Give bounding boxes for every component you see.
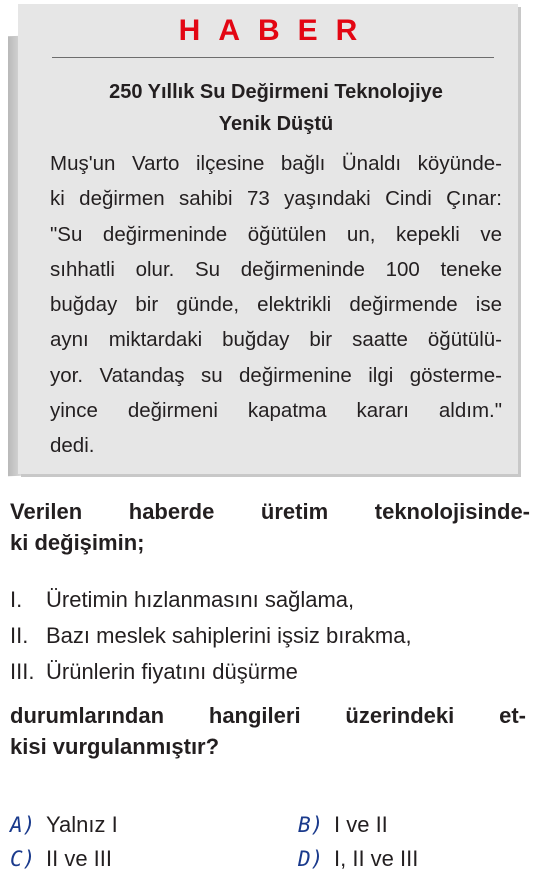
statement-number: I. (10, 587, 23, 612)
option-text: I, II ve III (334, 846, 419, 871)
news-body-line: sıhhatli olur. Su değirmeninde 100 teneke (50, 257, 502, 281)
option-letter: C) (10, 847, 36, 871)
option-d[interactable] (298, 846, 418, 872)
news-body-line: ki değirmen sahibi 73 yaşındaki Cindi Çınar: (50, 187, 502, 211)
question-stem-line: ki değişimin; (10, 530, 145, 555)
news-body-line: buğday bir günde, elektrikli değirmende ise (50, 293, 502, 317)
news-body-line: dedi. (50, 434, 95, 458)
statement-number: III. (10, 659, 35, 684)
news-box (18, 4, 518, 474)
news-body-line: Muş'un Varto ilçesine bağlı Ünaldı köyünde- (50, 152, 502, 175)
option-b[interactable] (298, 812, 388, 838)
option-a[interactable] (10, 812, 118, 838)
option-letter: D) (298, 847, 324, 871)
statement-item (10, 582, 412, 618)
option-text: Yalnız I (46, 812, 118, 837)
news-headline-line: Yenik Düştü (218, 113, 334, 135)
statement-text: Bazı meslek sahiplerini işsiz bırakma, (46, 623, 412, 648)
option-text: I ve II (334, 812, 388, 837)
question-prompt-line: durumlarından hangileri üzerindeki et- (10, 703, 526, 728)
news-headline (54, 76, 498, 140)
statement-list (10, 582, 412, 690)
news-title: HABER (178, 14, 376, 47)
news-headline-line: 250 Yıllık Su Değirmeni Teknolojiye (109, 81, 443, 103)
news-body (50, 146, 502, 464)
option-letter: B) (298, 813, 324, 837)
question-stem (10, 496, 530, 558)
statement-item (10, 654, 412, 690)
statement-text: Üretimin hızlanmasını sağlama, (46, 587, 355, 612)
statement-number: II. (10, 623, 29, 648)
question-stem-line: Verilen haberde üretim teknolojisinde- (10, 499, 530, 524)
news-body-line: "Su değirmeninde öğütülen un, kepekli ve (50, 222, 502, 246)
question-prompt-line: kisi vurgulanmıştır? (10, 734, 220, 759)
option-text: II ve III (46, 846, 113, 871)
option-letter: A) (10, 813, 36, 837)
statement-text: Ürünlerin fiyatını düşürme (46, 659, 298, 684)
option-c[interactable] (10, 846, 112, 872)
question-prompt (10, 700, 526, 762)
statement-item (10, 618, 412, 654)
news-divider (52, 57, 494, 58)
news-body-line: yince değirmeni kapatma kararı aldım." (50, 399, 502, 423)
news-body-line: yor. Vatandaş su değirmenine ilgi gösterme- (50, 363, 502, 387)
news-body-line: aynı miktardaki buğday bir saatte öğütülü- (50, 328, 502, 352)
